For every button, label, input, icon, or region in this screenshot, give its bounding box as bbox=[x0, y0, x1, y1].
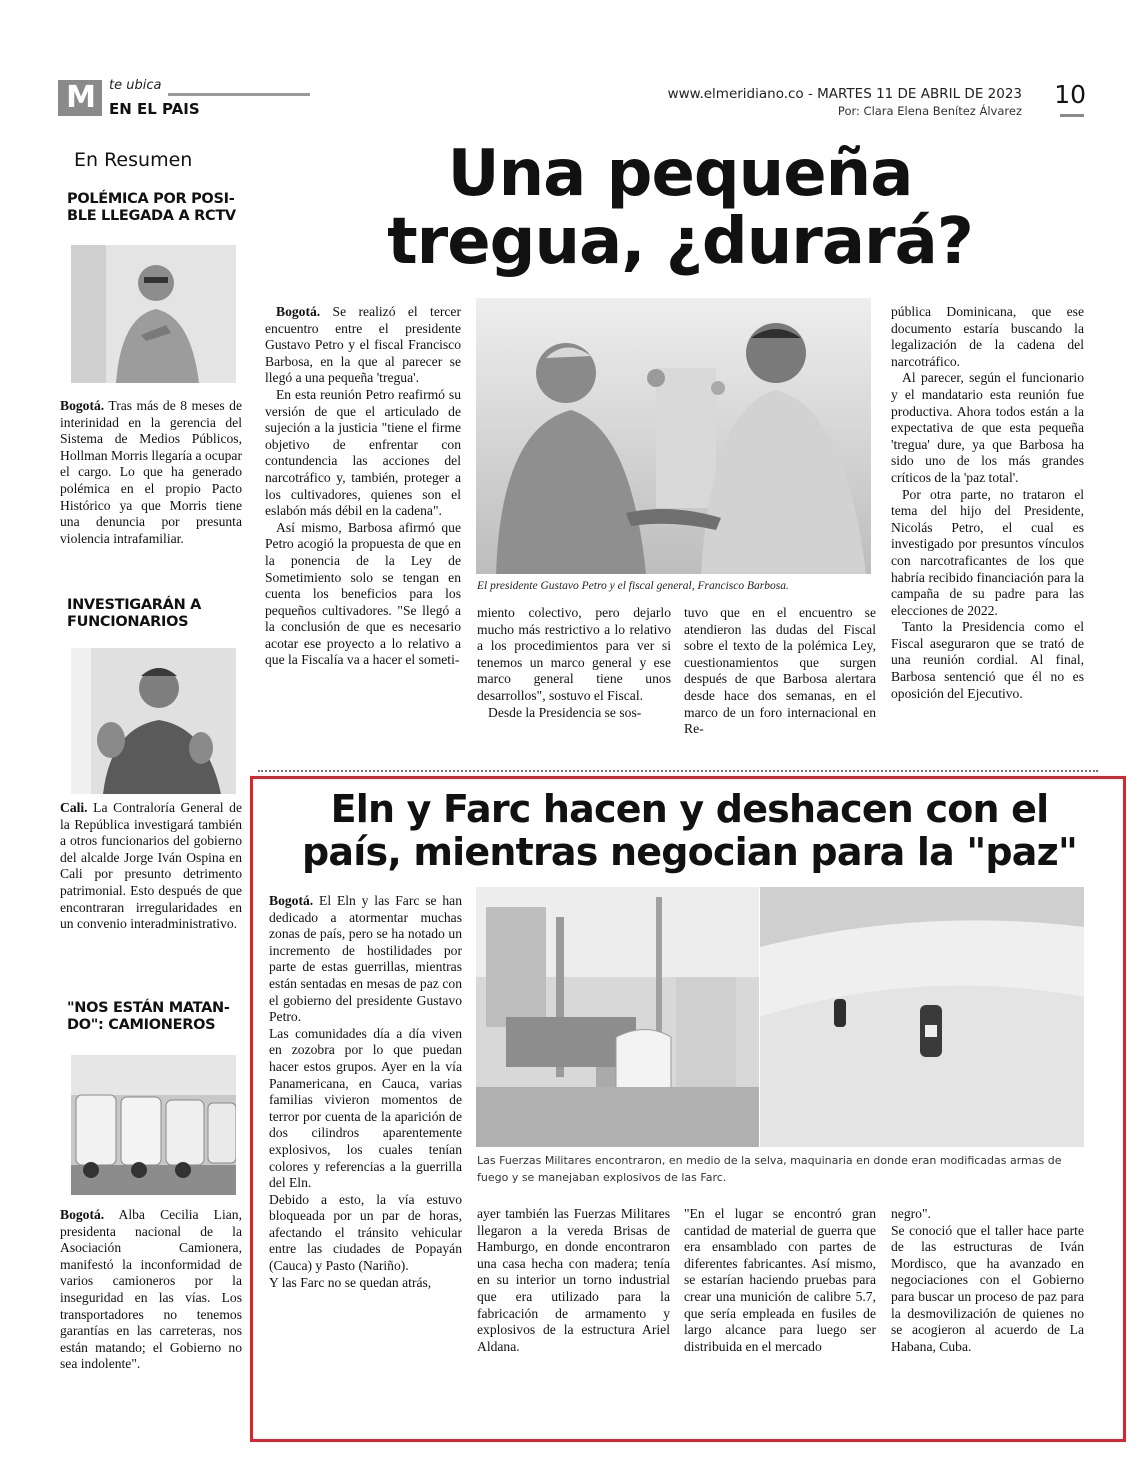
article2-photo-caption-line2: fuego y se manejaban explosivos de las Farc. bbox=[477, 1171, 727, 1184]
workshop-photo-icon bbox=[476, 887, 759, 1147]
article2-headline-line2: país, mientras negocian para la "paz" bbox=[302, 830, 1077, 874]
article1-lead: Bogotá. bbox=[276, 304, 321, 319]
photo-workshop bbox=[476, 887, 759, 1147]
sidebar-headline-1: POLÉMICA POR POSI-BLE LLEGADA A RCTV bbox=[67, 191, 236, 224]
article1-col4-p4: Tanto la Presidencia como el Fiscal aseguraron que se trató de una reunión cordial. Al final, Barbosa sentenció que él no es oposición del Ejecutivo. bbox=[891, 619, 1084, 701]
section-title: EN EL PAIS bbox=[109, 100, 200, 118]
dateline: www.elmeridiano.co - MARTES 11 DE ABRIL DE 2023 bbox=[667, 86, 1022, 102]
article1-column-1 bbox=[265, 304, 461, 669]
article1-col4-p3: Por otra parte, no trataron el tema del hijo del Presidente, Nicolás Petro, el cual es investigado por presuntos vínculos con narcotraficantes de los que habría recibido financiación para la campaña de su padre para las elecciones de 2022. bbox=[891, 486, 1084, 618]
sidebar-text-1 bbox=[60, 398, 242, 547]
article1-col3-p1: tuvo que en el encuentro se atendieron las dudas del Fiscal sobre el texto de la polémica Ley, cuestionamientos que surgen después de que Barbosa alertara desde hace dos semanas, en el marco de un foro internacional en Re- bbox=[684, 605, 876, 737]
sidebar-text-3 bbox=[60, 1207, 242, 1373]
article1-column-2 bbox=[477, 605, 671, 721]
article2-photo-caption bbox=[477, 1152, 1087, 1186]
article1-headline-line2: tregua, ¿durará? bbox=[387, 205, 973, 279]
article1-column-4 bbox=[891, 304, 1084, 702]
section-kicker: te ubica bbox=[109, 78, 162, 93]
article2-col4-p1: negro". bbox=[891, 1206, 931, 1221]
logo-letter: M bbox=[66, 80, 94, 115]
person-speaking-icon bbox=[71, 648, 236, 794]
article1-headline-line1: Una pequeña bbox=[447, 137, 913, 211]
page-number-rule bbox=[1060, 114, 1084, 117]
article1-col1-p1: Se realizó el tercer encuentro entre el presidente Gustavo Petro y el fiscal Francisco Barbosa, en la que al parecer se llegó a una pequeña 'tregua'. bbox=[265, 304, 461, 386]
article2-column-2 bbox=[477, 1206, 670, 1355]
article-divider bbox=[258, 770, 1098, 772]
article2-headline-line1: Eln y Farc hacen y deshacen con el bbox=[330, 787, 1049, 831]
person-silhouette-icon bbox=[71, 245, 236, 383]
sidebar-title: En Resumen bbox=[74, 149, 193, 171]
article1-column-3 bbox=[684, 605, 876, 738]
article2-col4-p2: Se conoció que el taller hace parte de las estructuras de Iván Mordisco, que ha avanzado en negociaciones con el Gobierno para buscar un proceso de paz para la desmovilización de quienes no se acogieron al acuerdo de La Habana, Cuba. bbox=[891, 1222, 1084, 1354]
section-rule bbox=[168, 93, 310, 96]
article2-lead: Bogotá. bbox=[269, 893, 314, 908]
article2-col2-p1: ayer también las Fuerzas Militares llegaron a la vereda Brisas de Hamburgo, en donde encontraron una casa hecha con madera; tenía en su interior un torno industrial que era utilizado para la fabricación de armamento y explosivos de la estructura Ariel Aldana. bbox=[477, 1206, 670, 1354]
sidebar-body-3: Alba Cecilia Lian, presidenta nacional de la Asociación Camionera, manifestó la inconformidad de varios camioneros por la inseguridad en las vías. Los transportadores no tenemos garantías en las carreteras, nos están matando; el Gobierno no sea indolente". bbox=[60, 1207, 242, 1372]
article2-col1-p1: El Eln y las Farc se han dedicado a atormentar muchas zonas de país, pero se ha notado un incremento de hostilidades por parte de estas guerrillas, mientras están sentadas en mesas de paz con el gobierno del presidente Gustavo Petro. bbox=[269, 893, 462, 1025]
sidebar-headline-2: INVESTIGARÁN A FUNCIONARIOS bbox=[67, 597, 202, 630]
logo bbox=[58, 80, 102, 116]
masthead bbox=[58, 76, 1088, 120]
article1-col2-p2: Desde la Presidencia se sos- bbox=[488, 704, 642, 720]
article2-col1-p2: Las comunidades día a día viven en zozobra por lo que puedan hacer estos grupos. Ayer en la vía Panamericana, en Cauca, varias familias vivieron momentos de terror por cuenta de la aparición de dos cilindros aparentemente explosivos, los cuales tenían colores y referencias a la guerrilla del Eln. bbox=[269, 1025, 462, 1191]
sidebar-body-2: La Contraloría General de la República investigará también a otros funcionarios del gobierno del alcalde Jorge Iván Ospina en Cali por presunto detrimento patrimonial. Esto después de que encontraran irregularidades en un convenio interadministrativo. bbox=[60, 800, 242, 932]
sidebar-text-2 bbox=[60, 800, 242, 933]
sidebar-lead-2: Cali. bbox=[60, 800, 88, 815]
article2-col1-p3: Debido a esto, la vía estuvo bloqueada por un par de horas, afectando el tránsito vehicular entre las ciudades de Popayán (Cauca) y Pasto (Nariño). bbox=[269, 1191, 462, 1274]
article1-photo-caption: El presidente Gustavo Petro y el fiscal general, Francisco Barbosa. bbox=[477, 580, 789, 592]
sidebar-lead-3: Bogotá. bbox=[60, 1207, 105, 1222]
article1-col4-p2: Al parecer, según el funcionario y el mandatario esta reunión fue productiva. Ahora todos están a la expectativa de que esta pequeña 'tregua' dure, ya que Barbosa ha sido uno de los más grandes críticos de la 'paz total'. bbox=[891, 370, 1084, 485]
article2-col1-p4: Y las Farc no se quedan atrás, bbox=[269, 1274, 432, 1290]
article1-col2-p1: miento colectivo, pero dejarlo mucho más restrictivo a lo relativo a los procedimientos para ver si tenemos un marco general y ese marco general tiene unos desarrollos", sostuvo el Fiscal. bbox=[477, 605, 671, 703]
article2-column-3 bbox=[684, 1206, 876, 1355]
sidebar bbox=[60, 145, 244, 1420]
page-number: 10 bbox=[1054, 80, 1086, 109]
road-photo-icon bbox=[760, 887, 1084, 1147]
photo-road-cylinders bbox=[760, 887, 1084, 1147]
photo-official bbox=[71, 648, 236, 794]
article1-headline bbox=[300, 137, 1060, 279]
article2-column-1 bbox=[269, 893, 462, 1291]
article2-column-4 bbox=[891, 1206, 1084, 1355]
sidebar-lead-1: Bogotá. bbox=[60, 398, 105, 413]
photo-trucks bbox=[71, 1055, 236, 1195]
trucks-icon bbox=[71, 1055, 236, 1195]
article1-col1-p3: Así mismo, Barbosa afirmó que Petro acogió la propuesta de que en la ponencia de la Ley de Sometimiento solo se tengan en cuenta los beneficios para los pequeños cultivadores. "Se llegó a la conclusión de que es necesario acotar ese proyecto a lo relativo a que la Fiscalía va a hacer el someti- bbox=[265, 519, 461, 668]
photo-petro-barbosa bbox=[476, 298, 871, 574]
handshake-photo-icon bbox=[476, 298, 871, 574]
sidebar-headline-3: "NOS ESTÁN MATAN-DO": CAMIONEROS bbox=[67, 1000, 230, 1033]
article2-headline bbox=[262, 788, 1117, 874]
byline: Por: Clara Elena Benítez Álvarez bbox=[837, 104, 1022, 118]
article1-col4-p1: pública Dominicana, que ese documento estaría buscando la legalización de la cadena del narcotráfico. bbox=[891, 304, 1084, 369]
article2-col3-p1: "En el lugar se encontró gran cantidad de material de guerra que era ensamblado con partes de diferentes fabricantes. Así mismo, se estarían haciendo pruebas para crear una munición de calibre 5.7, que sería empleada en fusiles de largo alcance para luego ser distribuida en el mercado bbox=[684, 1206, 876, 1354]
sidebar-body-1: Tras más de 8 meses de interinidad en la gerencia del Sistema de Medios Públicos, Hollman Morris llegaría a ocupar el cargo. Lo que ha generado polémica en el propio Pacto Histórico ya que Morris tiene una denuncia por presunta violencia intrafamiliar. bbox=[60, 398, 242, 546]
article2-photo-caption-line1: Las Fuerzas Militares encontraron, en medio de la selva, maquinaria en donde eran modificadas armas de bbox=[477, 1154, 1062, 1167]
article1-col1-p2: En esta reunión Petro reafirmó su versión de que el articulado de sujeción a la justicia "tiene el firme objetivo de enfrentar con contundencia las acciones del narcotráfico y, también, proteger a los cultivadores, quienes son el eslabón más débil en la cadena". bbox=[265, 386, 461, 519]
photo-hollman-morris bbox=[71, 245, 236, 383]
